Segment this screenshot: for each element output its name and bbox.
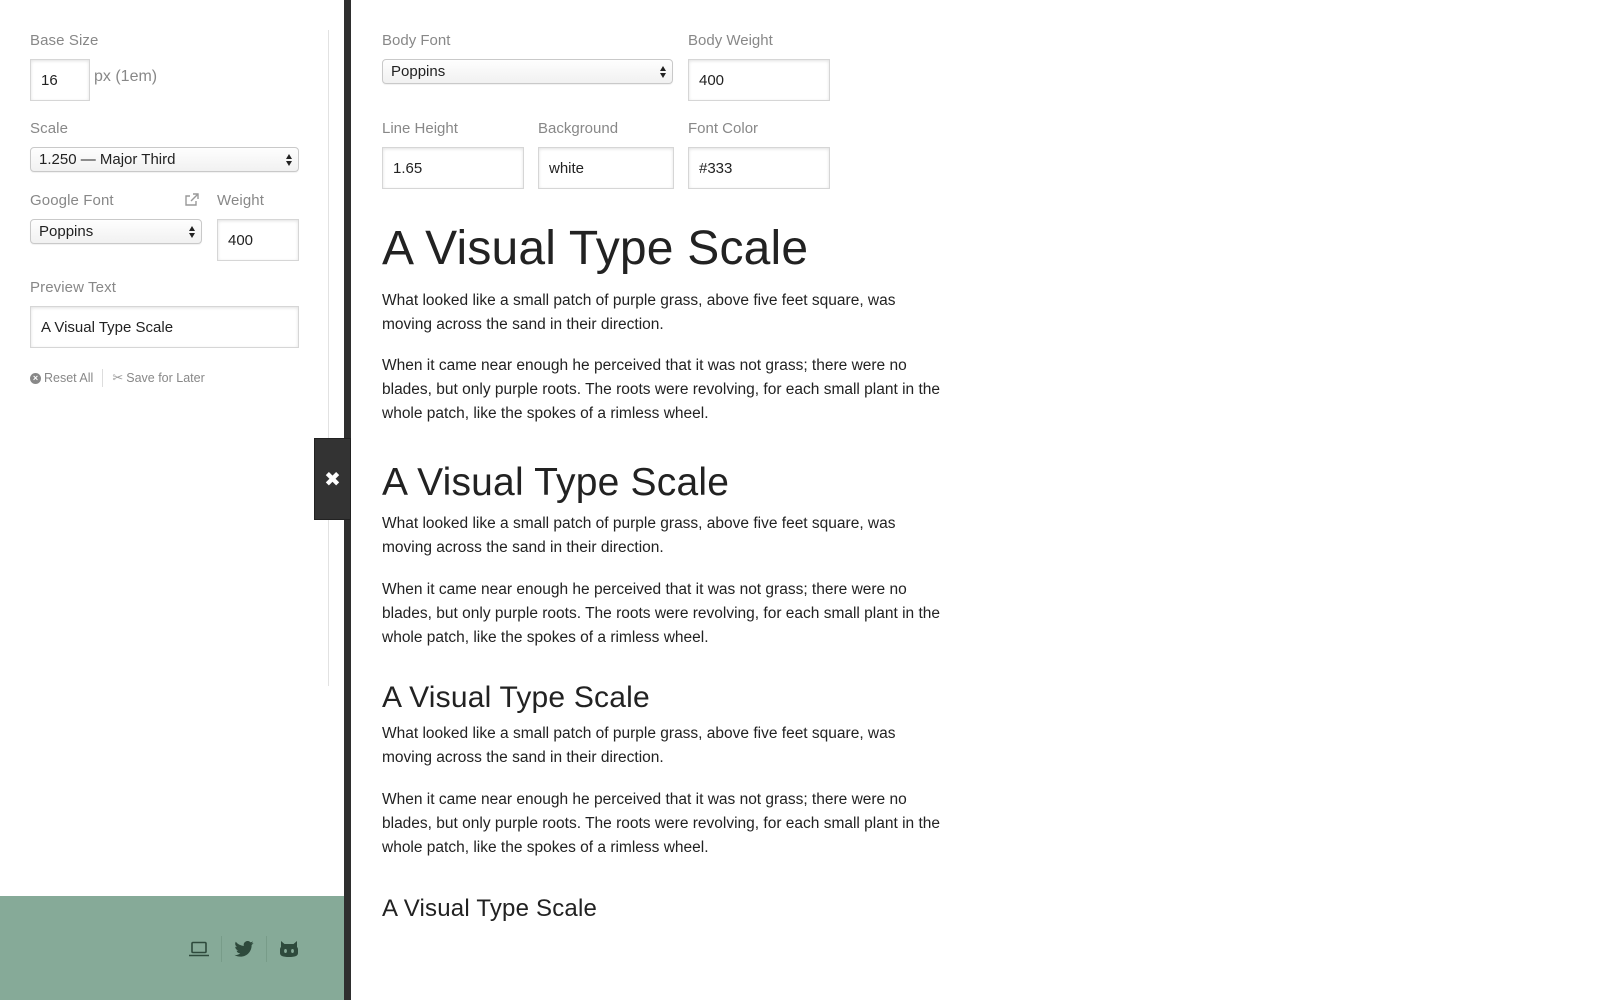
- preview-paragraph: What looked like a small patch of purple grass, above five feet square, was moving across the sand in their direction.: [382, 515, 896, 556]
- preview-paragraph: What looked like a small patch of purple grass, above five feet square, was moving across the sand in their direction.: [382, 725, 896, 766]
- background-label: Background: [538, 120, 619, 137]
- sidebar-actions: [30, 369, 205, 387]
- preview-text-label: Preview Text: [30, 279, 116, 296]
- preview-heading-1: A Visual Type Scale: [382, 222, 809, 275]
- select-arrows-icon: [659, 64, 667, 80]
- google-font-select[interactable]: [30, 219, 202, 244]
- external-link-icon[interactable]: [184, 192, 200, 208]
- preview-paragraph: When it came near enough he perceived that it was not grass; there were no blades, but only purple roots. The roots were revolving, for each small plant in the whole patch, like the spokes of a rimless wheel.: [382, 357, 941, 422]
- preview-heading-3: A Visual Type Scale: [382, 681, 650, 714]
- body-font-select[interactable]: [382, 59, 673, 84]
- body-weight-label: Body Weight: [688, 32, 773, 49]
- background-input[interactable]: [538, 147, 674, 189]
- sidebar-divider: [328, 30, 329, 686]
- preview-text-input[interactable]: [30, 306, 299, 348]
- font-color-label: Font Color: [688, 120, 759, 137]
- preview-heading-4: A Visual Type Scale: [382, 895, 598, 922]
- select-arrows-icon: [188, 224, 196, 240]
- save-for-later-label: Save for Later: [126, 371, 205, 385]
- line-height-label: Line Height: [382, 120, 458, 137]
- line-height-input[interactable]: [382, 147, 524, 189]
- footer-links: [186, 936, 302, 962]
- google-font-select-value: Poppins: [39, 223, 94, 240]
- github-icon[interactable]: [276, 939, 302, 959]
- reset-icon: ×: [30, 373, 41, 384]
- base-size-unit: px (1em): [94, 68, 158, 85]
- settings-sidebar: [0, 0, 344, 1000]
- sidebar-footer: [0, 896, 344, 1000]
- body-font-label: Body Font: [382, 32, 451, 49]
- body-weight-input[interactable]: [688, 59, 830, 101]
- body-font-select-value: Poppins: [391, 63, 446, 80]
- scale-label: Scale: [30, 120, 69, 137]
- footer-separator: [221, 936, 222, 962]
- reset-all-label: Reset All: [44, 371, 94, 385]
- scale-select-value: 1.250 — Major Third: [39, 151, 176, 168]
- base-size-label: Base Size: [30, 32, 99, 49]
- preview-paragraph: When it came near enough he perceived that it was not grass; there were no blades, but only purple roots. The roots were revolving, for each small plant in the whole patch, like the spokes of a rimless wheel.: [382, 791, 941, 856]
- select-arrows-icon: [285, 152, 293, 168]
- type-scale-preview: [382, 216, 942, 926]
- preview-panel: [382, 0, 1600, 1000]
- google-font-label: Google Font: [30, 192, 114, 209]
- save-for-later-button[interactable]: [112, 370, 204, 386]
- reset-all-button[interactable]: [30, 371, 93, 385]
- sidebar-toggle-button[interactable]: [314, 438, 351, 520]
- action-separator: [102, 369, 103, 387]
- scale-select[interactable]: [30, 147, 299, 172]
- laptop-icon[interactable]: [186, 939, 212, 959]
- font-color-input[interactable]: [688, 147, 830, 189]
- preview-paragraph: When it came near enough he perceived that it was not grass; there were no blades, but only purple roots. The roots were revolving, for each small plant in the whole patch, like the spokes of a rimless wheel.: [382, 581, 941, 646]
- twitter-icon[interactable]: [231, 939, 257, 959]
- scissors-icon: ✂: [112, 370, 124, 385]
- preview-paragraph: What looked like a small patch of purple grass, above five feet square, was moving across the sand in their direction.: [382, 292, 896, 333]
- preview-heading-2: A Visual Type Scale: [382, 461, 730, 504]
- weight-label: Weight: [217, 192, 265, 209]
- weight-input[interactable]: [217, 219, 299, 261]
- close-icon: ✖: [324, 468, 341, 491]
- footer-separator: [266, 936, 267, 962]
- base-size-input[interactable]: [30, 59, 90, 101]
